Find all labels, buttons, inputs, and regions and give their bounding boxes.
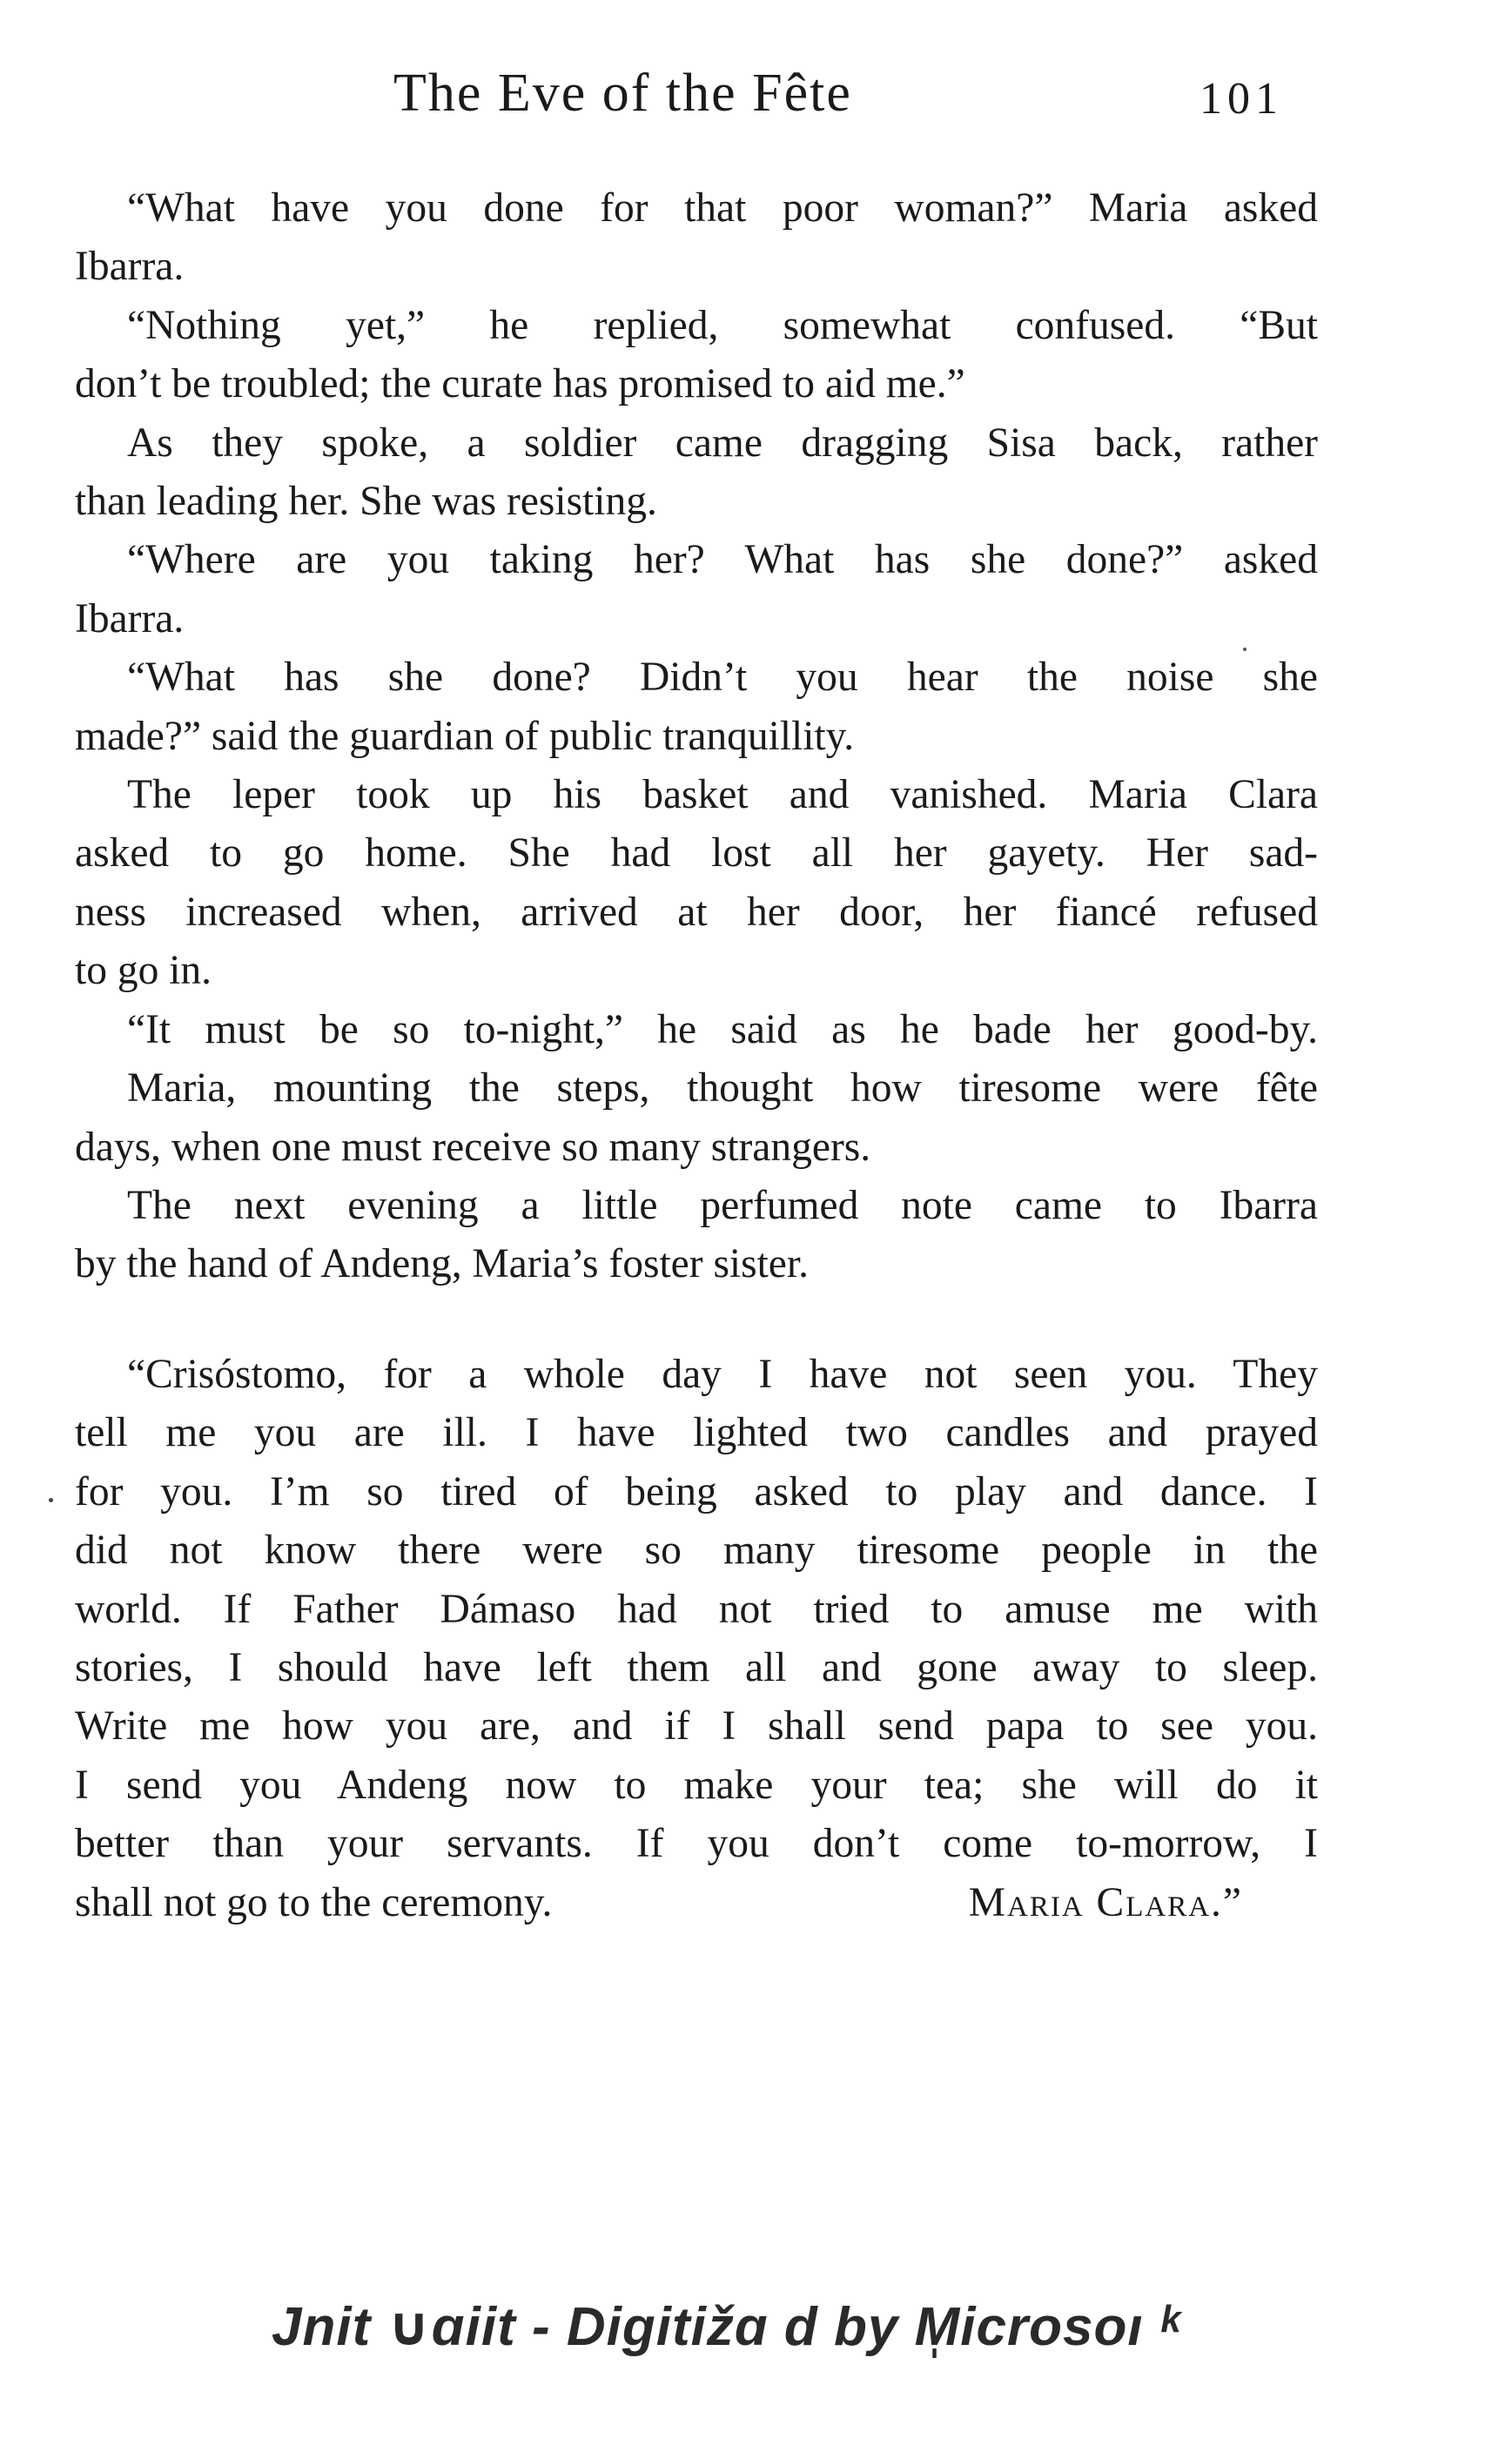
text-line: don’t be troubled; the curate has promised to aid me.”	[75, 361, 965, 407]
text-line: “What has she done? Didn’t you hear the noise she	[127, 655, 1318, 701]
letter-line: stories, I should have left them all and gone away to sleep.	[75, 1645, 1318, 1691]
letter-line: did not know there were so many tiresome people in the	[75, 1528, 1318, 1574]
letter-text	[75, 1346, 1318, 1932]
text-line: “What have you done for that poor woman?” Maria asked	[127, 185, 1318, 231]
text-line: Ibarra.	[75, 595, 185, 641]
text-line: Maria, mounting the steps, thought how tiresome were fête	[127, 1065, 1318, 1112]
main-text	[75, 179, 1318, 1294]
running-title: The Eve of the Fête	[393, 64, 852, 123]
page-number: 101	[1200, 74, 1283, 124]
text-line: ness increased when, arrived at her door, her fiancé refused	[75, 889, 1318, 935]
paragraph	[75, 766, 1318, 1001]
text-line: “Where are you taking her? What has she done?” asked	[127, 537, 1318, 583]
text-line: “Nothing yet,” he replied, somewhat confused. “But	[127, 302, 1318, 348]
text-line: As they spoke, a soldier came dragging Sisa back, rather	[127, 420, 1318, 466]
paragraph	[75, 297, 1318, 414]
text-line: “It must be so to-night,” he said as he bade her good-by.	[127, 1006, 1318, 1052]
text-line: The leper took up his basket and vanished. Maria Clara	[127, 772, 1318, 818]
text-line: than leading her. She was resisting.	[75, 479, 657, 525]
letter-line: I send you Andeng now to make your tea; she will do it	[75, 1762, 1318, 1808]
letter-line: “Crisóstomo, for a whole day I have not seen you. They	[127, 1352, 1318, 1397]
text-line: days, when one must receive so many strangers.	[75, 1124, 871, 1170]
text-line: The next evening a little perfumed note came to Ibarra	[127, 1182, 1318, 1228]
letter-line: better than your servants. If you don’t come to-morrow, I	[75, 1821, 1318, 1867]
closing-text: shall not go to the ceremony.	[75, 1879, 553, 1925]
letter-line: world. If Father Dámaso had not tried to amuse me with	[75, 1586, 1318, 1632]
text-line: made?” said the guardian of public tranquillity.	[75, 713, 855, 759]
closing-line	[23, 1874, 1318, 1932]
paragraph	[75, 1177, 1318, 1294]
letter-line: Write me how you are, and if I shall send papa to see you.	[75, 1703, 1318, 1750]
text-line: asked to go home. She had lost all her gayety. Her sad-	[75, 830, 1318, 877]
paragraph	[75, 531, 1318, 648]
letter-line: tell me you are ill. I have lighted two candles and prayed	[75, 1410, 1318, 1456]
paragraph	[75, 414, 1318, 532]
signature: Maria Clara.”	[968, 1879, 1243, 1925]
paragraph	[75, 1001, 1318, 1059]
text-line: Ibarra.	[75, 244, 185, 290]
letter-paragraph	[75, 1346, 1318, 1932]
letter-line: for you. I’m so tired of being asked to play and dance. I	[75, 1468, 1318, 1515]
paragraph	[75, 1059, 1318, 1177]
digitization-watermark: Jnit ∪ɑiit - Digitižɑ d by M̩icrosoı ᵏ	[272, 2297, 1181, 2357]
text-line: to go in.	[75, 948, 212, 994]
text-line: by the hand of Andeng, Maria’s foster sister.	[75, 1241, 809, 1287]
paragraph	[75, 179, 1318, 297]
paragraph	[75, 648, 1318, 766]
